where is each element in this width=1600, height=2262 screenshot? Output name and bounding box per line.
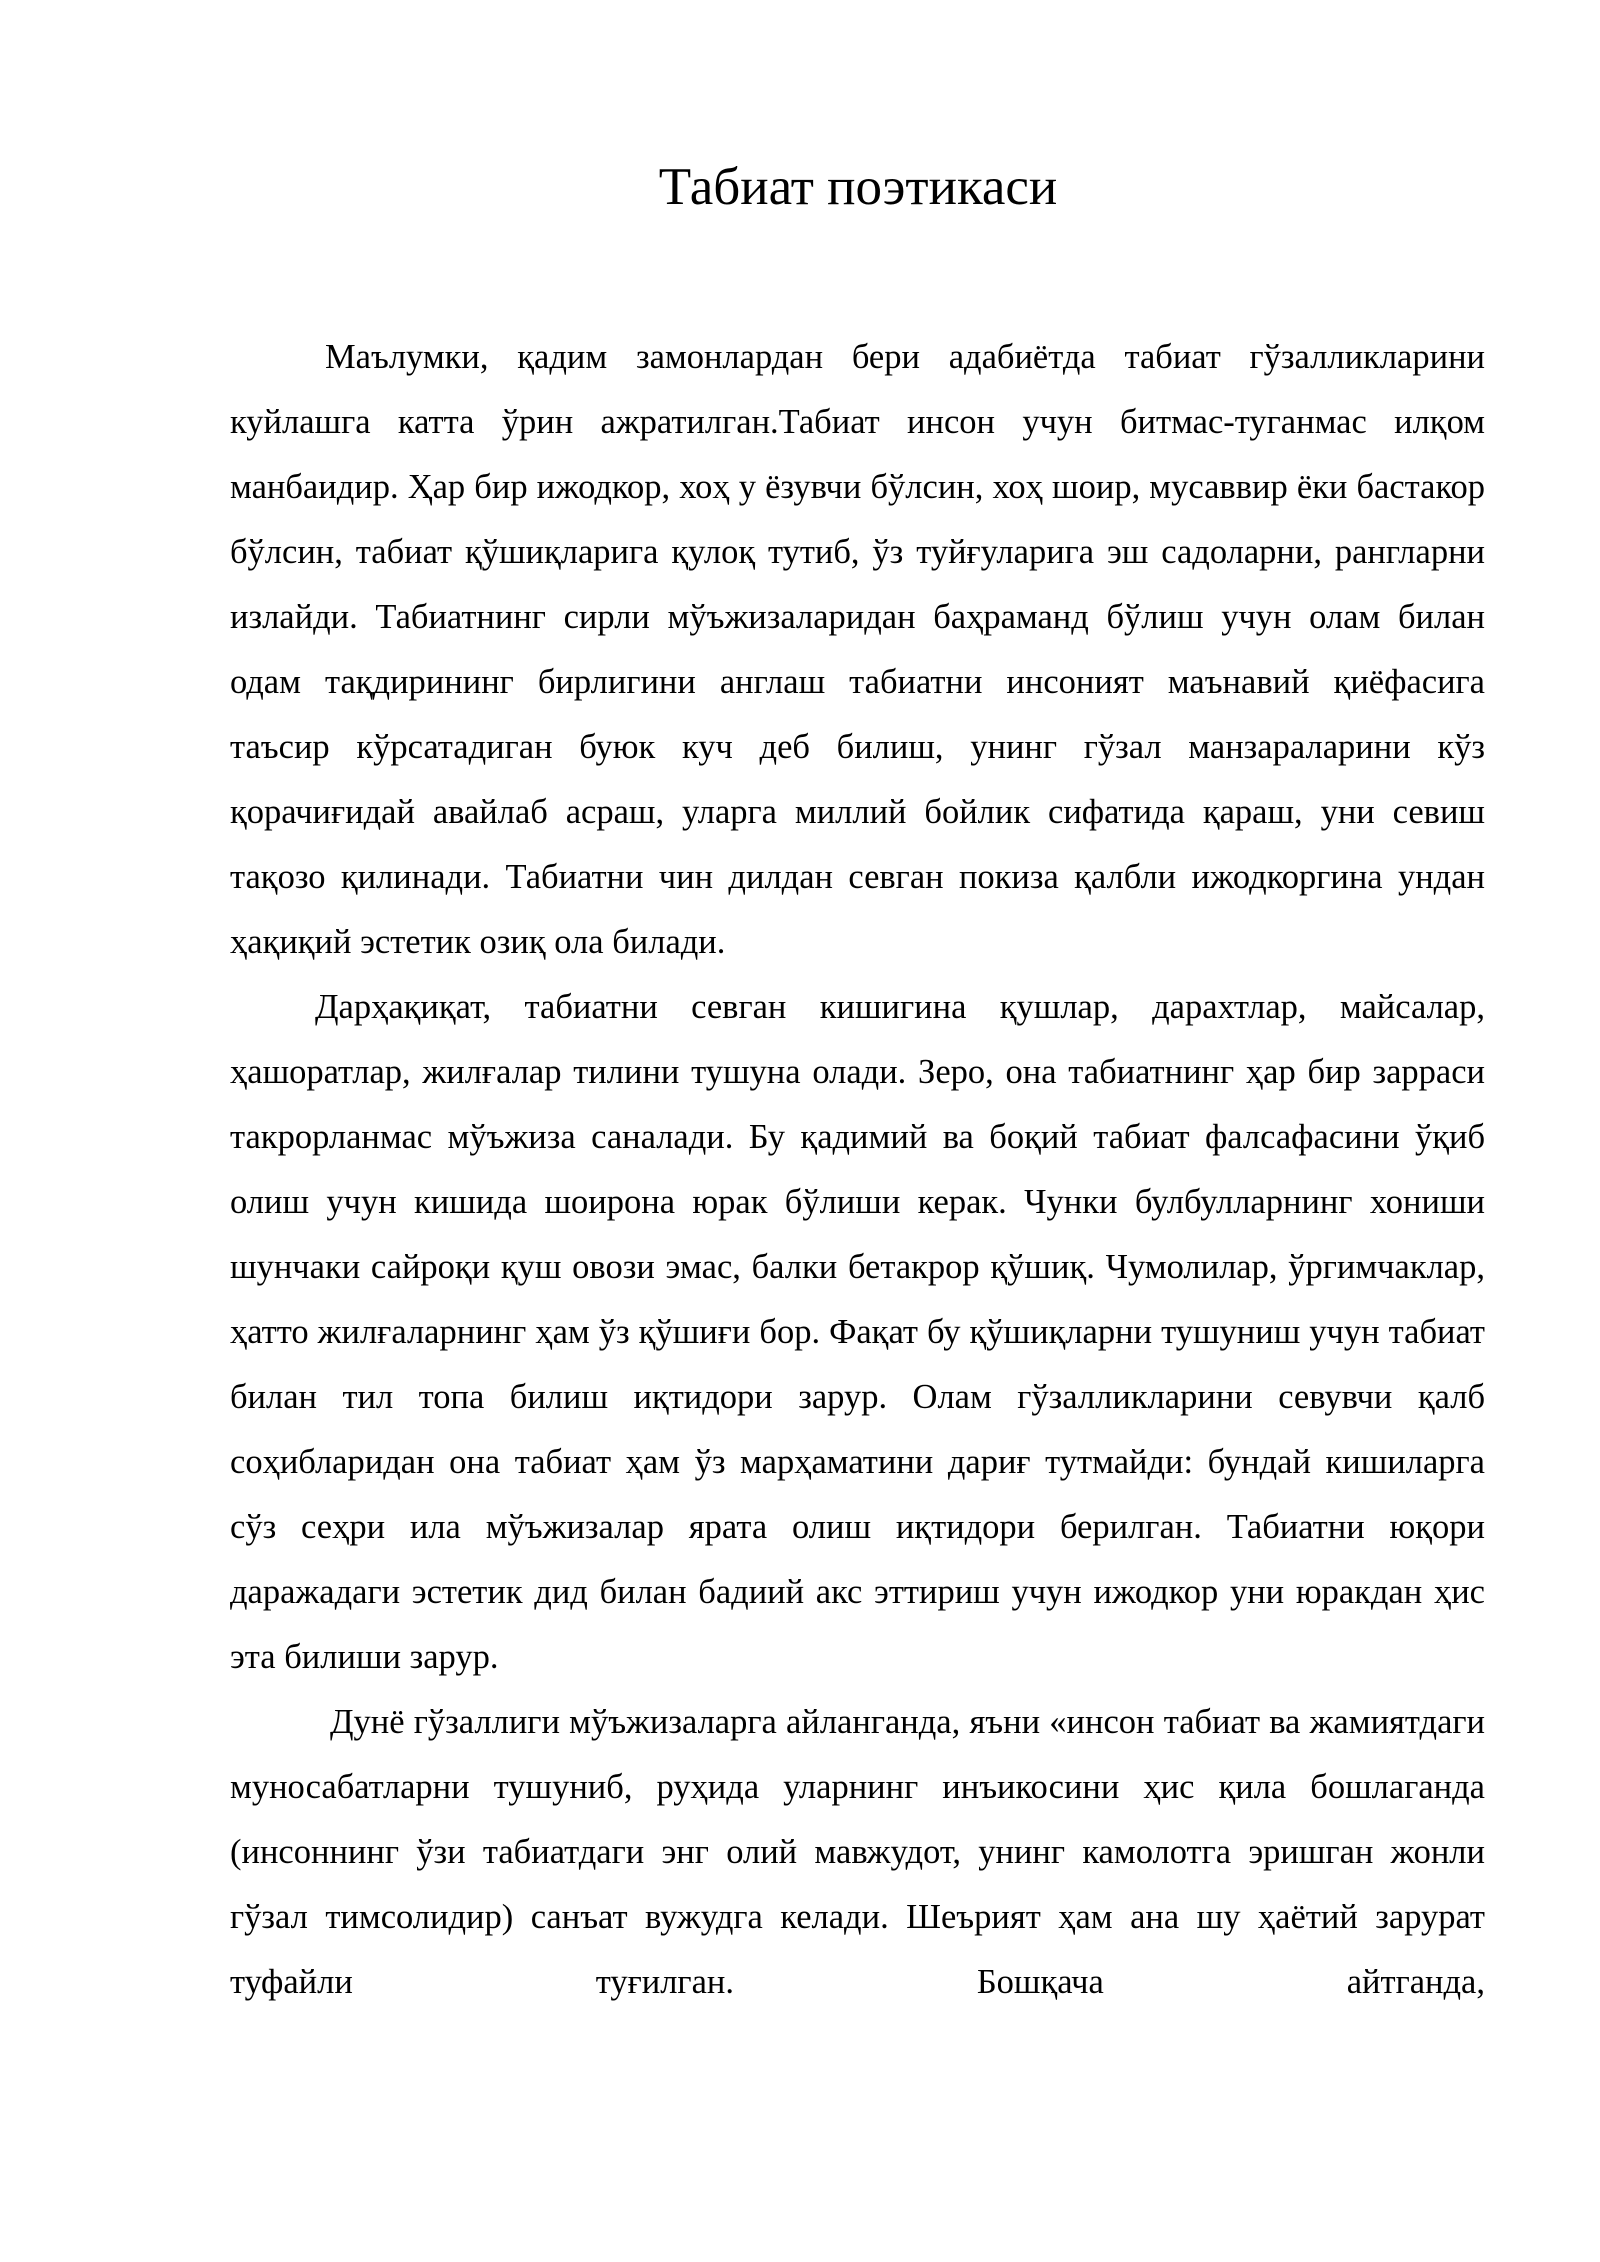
document-body xyxy=(230,325,1485,2015)
paragraph-3: Дунё гўзаллиги мўъжизаларга айланганда, яъни «инсон табиат ва жамиятдаги муносабатларни тушуниб, руҳида уларнинг инъикосини ҳис қила бошлаганда (инсоннинг ўзи табиатдаги энг олий мавжудот, унинг камолотга эришган жонли гўзал тимсолидир) санъат вужудга келади. Шеърият ҳам ана шу ҳаётий зарурат туфайли туғилган. Бошқача айтганда, xyxy=(230,1703,1485,2001)
paragraph-1: Маълумки, қадим замонлардан бери адабиётда табиат гўзалликларини куйлашга катта ўрин ажратилган.Табиат инсон учун битмас-туганмас илқом манбаидир. Ҳар бир ижодкор, хоҳ у ёзувчи бўлсин, хоҳ шоир, мусаввир ёки бастакор бўлсин, табиат қўшиқларига қулоқ тутиб, ўз туйғуларига эш садоларни, рангларни излайди. Табиатнинг сирли мўъжизаларидан баҳраманд бўлиш учун олам билан одам тақдирининг бирлигини англаш табиатни инсоният маънавий қиёфасига таъсир кўрсатадиган буюк куч деб билиш, унинг гўзал манзараларини кўз қорачиғидай авайлаб асраш, уларга миллий бойлик сифатида қараш, уни севиш тақозо қилинади. Табиатни чин дилдан севган покиза қалбли ижодкоргина ундан ҳақиқий эстетик озиқ ола билади. xyxy=(230,338,1485,961)
document-title: Табиат поэтикаси xyxy=(658,158,1058,216)
paragraph-2: Дарҳақиқат, табиатни севган кишигина қушлар, дарахтлар, майсалар, ҳашоратлар, жилғалар тилини тушуна олади. Зеро, она табиатнинг ҳар бир зарраси такрорланмас мўъжиза саналади. Бу қадимий ва боқий табиат фалсафасини ўқиб олиш учун кишида шоирона юрак бўлиши керак. Чунки булбулларнинг хониши шунчаки сайроқи қуш овози эмас, балки бетакрор қўшиқ. Чумолилар, ўргимчаклар, ҳатто жилғаларнинг ҳам ўз қўшиғи бор. Фақат бу қўшиқларни тушуниш учун табиат билан тил топа билиш иқтидори зарур. Олам гўзалликларини севувчи қалб соҳибларидан она табиат ҳам ўз марҳаматини дариғ тутмайди: бундай кишиларга сўз сеҳри ила мўъжизалар ярата олиш иқтидори берилган. Табиатни юқори даражадаги эстетик дид билан бадиий акс эттириш учун ижодкор уни юракдан ҳис эта билиши зарур. xyxy=(230,988,1485,1676)
